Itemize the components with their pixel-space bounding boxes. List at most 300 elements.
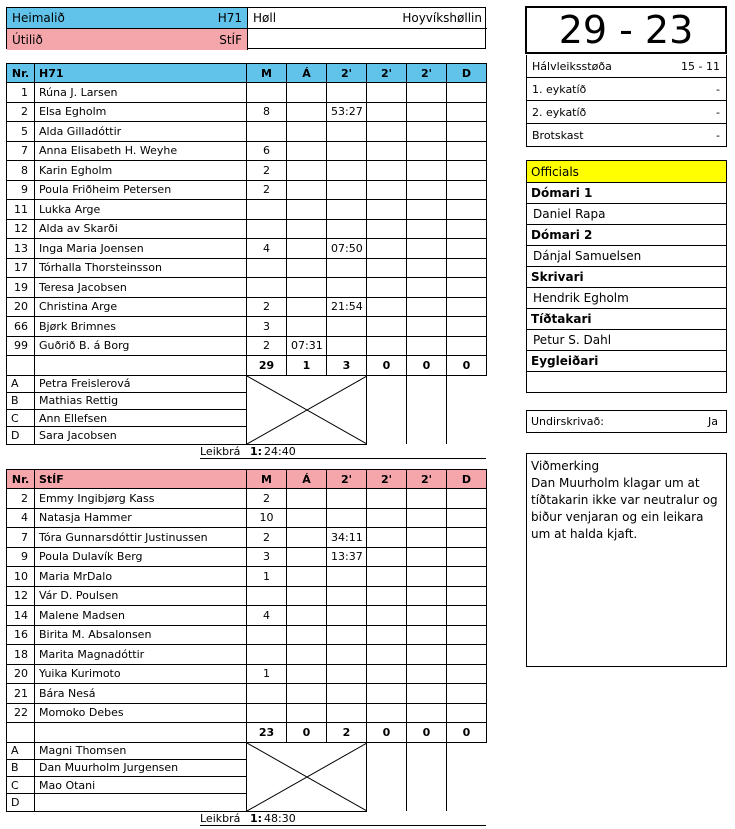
stat-t1 [327,258,367,278]
player-name: Birita M. Absalonsen [35,625,247,645]
summary-row [526,55,727,78]
player-number: 9 [7,547,35,567]
player-name: Momoko Debes [35,703,247,723]
stat-a [287,606,327,626]
stat-a [287,83,327,103]
stat-t3 [407,258,447,278]
team-official-row [7,375,487,392]
stat-t1 [327,664,367,684]
official-name: Daniel Rapa [527,203,726,224]
stat-m: 2 [247,489,287,509]
col-1: M [247,470,287,489]
player-number: 1 [7,83,35,103]
stat-t1 [327,567,367,587]
stat-m: 3 [247,547,287,567]
stat-t2 [367,645,407,665]
stat-t2 [367,317,407,337]
away-label: Útilið [12,32,43,47]
stat-t3 [407,219,447,239]
official-code: D [7,427,35,444]
player-name: Tórhalla Thorsteinsson [35,258,247,278]
totals-blank [35,356,247,376]
totals-row [7,356,487,376]
official-name: Dan Muurholm Jurgensen [35,759,247,776]
stat-d [447,278,487,298]
stat-t3 [407,528,447,548]
home-team: H71 [217,11,242,25]
summary-row [526,124,727,147]
stat-t2 [367,528,407,548]
stat-t3 [407,122,447,142]
totals-blank [7,723,35,743]
stat-m [247,278,287,298]
stat-m [247,200,287,220]
stat-m [247,258,287,278]
stat-d [447,102,487,122]
player-number: 9 [7,180,35,200]
match-header [6,7,486,49]
total-d: 0 [447,356,487,376]
col-6: D [447,64,487,83]
stat-t3 [407,586,447,606]
stat-t1 [327,83,367,103]
stat-a [287,297,327,317]
home-label: Heimalið [12,11,65,25]
summary-label: Hálvleiksstøða [532,59,612,73]
table-row [7,508,487,528]
player-number: 7 [7,141,35,161]
table-row [7,703,487,723]
stat-m: 2 [247,297,287,317]
stat-a [287,645,327,665]
total-m: 23 [247,723,287,743]
stat-t1 [327,317,367,337]
home-timeout [200,445,486,459]
stat-a [287,122,327,142]
stat-t1: 07:50 [327,239,367,259]
stat-a [287,141,327,161]
official-role: Dómari 2 [527,224,726,245]
official-role: Skrivari [527,266,726,287]
table-row [7,547,487,567]
official-name: Magni Thomsen [35,742,247,759]
stat-m: 4 [247,239,287,259]
player-number: 13 [7,239,35,259]
officials-title: Officials [527,161,726,182]
stat-m: 3 [247,317,287,337]
stat-t2 [367,161,407,181]
player-number: 4 [7,508,35,528]
stat-d [447,645,487,665]
total-m: 29 [247,356,287,376]
stat-d [447,489,487,509]
player-name: Emmy Ingibjørg Kass [35,489,247,509]
official-code: A [7,375,35,392]
stat-a [287,547,327,567]
total-t3: 0 [407,356,447,376]
away-team: StÍF [219,32,242,47]
cross-mark [247,743,367,811]
stat-m [247,703,287,723]
official-role: Eygleiðari [527,350,726,371]
col-3: 2' [327,64,367,83]
table-row [7,219,487,239]
player-name: Malene Madsen [35,606,247,626]
stat-t1: 53:27 [327,102,367,122]
official-name: Petra Freislerová [35,375,247,392]
stat-t2 [367,703,407,723]
stat-t3 [407,489,447,509]
stat-d [447,586,487,606]
player-number: 20 [7,664,35,684]
stat-m [247,586,287,606]
table-row [7,625,487,645]
stat-t3 [407,102,447,122]
stat-m: 1 [247,664,287,684]
player-name: Lukka Arge [35,200,247,220]
stat-a [287,586,327,606]
stat-t1 [327,141,367,161]
player-number: 19 [7,278,35,298]
stat-a [287,684,327,704]
stat-t2 [367,336,407,356]
col-4: 2' [367,470,407,489]
crossed-box [247,742,367,811]
table-row [7,489,487,509]
signed-value: Ja [708,415,718,428]
table-row [7,528,487,548]
official-name: Dánjal Samuelsen [527,245,726,266]
player-name: Teresa Jacobsen [35,278,247,298]
stat-t1: 13:37 [327,547,367,567]
stat-t2 [367,219,407,239]
stat-t3 [407,297,447,317]
col-2: Á [287,470,327,489]
player-number: 17 [7,258,35,278]
summary-label: 2. eykatíð [532,105,587,119]
stat-d [447,317,487,337]
total-t2: 0 [367,723,407,743]
stat-a [287,703,327,723]
official-name: Petur S. Dahl [527,329,726,350]
stat-d [447,508,487,528]
crossed-box [247,375,367,444]
stat-m: 2 [247,336,287,356]
stat-t3 [407,317,447,337]
official-code: B [7,759,35,776]
col-2: Á [287,64,327,83]
stat-m: 1 [247,567,287,587]
total-t1: 3 [327,356,367,376]
player-number: 11 [7,200,35,220]
player-name: Marita Magnadóttir [35,645,247,665]
official-role: Dómari 1 [527,182,726,203]
stat-t2 [367,489,407,509]
stat-t2 [367,547,407,567]
official-name: Ann Ellefsen [35,410,247,427]
away-timeout [200,812,486,826]
stat-t2 [367,684,407,704]
stat-a [287,258,327,278]
player-number: 14 [7,606,35,626]
summary-value: - [716,82,720,96]
player-name: Maria MrDalo [35,567,247,587]
stat-t1 [327,180,367,200]
col-nr: Nr. [7,470,35,489]
stat-a [287,239,327,259]
remark-title: Viðmerking [531,459,600,473]
table-row [7,258,487,278]
player-number: 12 [7,586,35,606]
table-row [7,606,487,626]
official-name [527,371,726,392]
venue-name: Hoyvíkshøllin [402,11,482,25]
table-header [7,470,487,489]
stat-d [447,664,487,684]
stat-t1 [327,606,367,626]
player-number: 16 [7,625,35,645]
total-a: 1 [287,356,327,376]
player-number: 21 [7,684,35,704]
away-roster-table [6,469,487,812]
stat-t2 [367,83,407,103]
stat-d [447,336,487,356]
player-name: Alda av Skarði [35,219,247,239]
stat-t2 [367,586,407,606]
stat-d [447,180,487,200]
total-t2: 0 [367,356,407,376]
stat-d [447,703,487,723]
table-row [7,645,487,665]
stat-t2 [367,258,407,278]
stat-t1 [327,684,367,704]
table-row [7,83,487,103]
table-row [7,239,487,259]
player-name: Alda Gilladóttir [35,122,247,142]
official-name: Sara Jacobsen [35,427,247,444]
stat-t2 [367,141,407,161]
table-row [7,102,487,122]
stat-m: 6 [247,141,287,161]
player-number: 12 [7,219,35,239]
stat-m [247,122,287,142]
stat-a [287,200,327,220]
stat-d [447,200,487,220]
empty-cell [407,375,447,444]
stat-d [447,684,487,704]
player-number: 2 [7,489,35,509]
timeout-time: 48:30 [264,812,296,825]
col-6: D [447,470,487,489]
stat-t3 [407,645,447,665]
col-1: M [247,64,287,83]
stat-t1: 21:54 [327,297,367,317]
team-official-row [7,742,487,759]
player-number: 66 [7,317,35,337]
stat-m: 4 [247,606,287,626]
stat-m [247,219,287,239]
official-name [35,794,247,811]
stat-d [447,567,487,587]
stat-t1 [327,161,367,181]
player-name: Anna Elisabeth H. Weyhe [35,141,247,161]
venue-label: Høll [253,11,277,25]
player-number: 99 [7,336,35,356]
official-code: B [7,392,35,409]
stat-d [447,161,487,181]
stat-t1 [327,586,367,606]
official-code: D [7,794,35,811]
stat-t1 [327,625,367,645]
table-row [7,664,487,684]
player-name: Elsa Egholm [35,102,247,122]
stat-m: 2 [247,161,287,181]
stat-t1 [327,200,367,220]
stat-t1 [327,489,367,509]
stat-d [447,297,487,317]
timeout-number: 1: [250,445,263,458]
player-name: Bára Nesá [35,684,247,704]
stat-t3 [407,180,447,200]
stat-m [247,684,287,704]
stat-m [247,645,287,665]
col-team: StÍF [35,470,247,489]
stat-t2 [367,239,407,259]
table-header [7,64,487,83]
stat-d [447,239,487,259]
stat-m [247,83,287,103]
summary-value: 15 - 11 [681,59,720,73]
empty-cell [407,742,447,811]
stat-t2 [367,297,407,317]
official-code: A [7,742,35,759]
official-name: Hendrik Egholm [527,287,726,308]
player-number: 2 [7,102,35,122]
stat-d [447,606,487,626]
stat-t2 [367,625,407,645]
stat-t1: 34:11 [327,528,367,548]
summary-row [526,101,727,124]
stat-d [447,258,487,278]
stat-t1 [327,508,367,528]
player-number: 18 [7,645,35,665]
table-row [7,684,487,704]
total-d: 0 [447,723,487,743]
stat-a [287,278,327,298]
stat-t3 [407,200,447,220]
stat-a [287,219,327,239]
stat-t1 [327,645,367,665]
col-nr: Nr. [7,64,35,83]
empty-cell [367,742,407,811]
player-name: Karin Egholm [35,161,247,181]
stat-t3 [407,703,447,723]
away-row [7,29,247,50]
player-number: 8 [7,161,35,181]
player-name: Christina Arge [35,297,247,317]
home-row [7,8,247,29]
timeout-number: 1: [250,812,263,825]
stat-t3 [407,606,447,626]
table-row [7,317,487,337]
player-name: Yuika Kurimoto [35,664,247,684]
table-row [7,122,487,142]
stat-t2 [367,606,407,626]
stat-t2 [367,664,407,684]
summary-value: - [716,105,720,119]
stat-t1 [327,336,367,356]
table-row [7,180,487,200]
summary-row [526,78,727,101]
stat-t3 [407,547,447,567]
stat-d [447,219,487,239]
stat-t3 [407,684,447,704]
stat-a [287,528,327,548]
stat-d [447,141,487,161]
player-name: Natasja Hammer [35,508,247,528]
total-a: 0 [287,723,327,743]
remark-box [526,453,727,667]
table-row [7,141,487,161]
player-number: 22 [7,703,35,723]
col-5: 2' [407,64,447,83]
stat-t3 [407,336,447,356]
stat-d [447,625,487,645]
player-name: Poula Dulavík Berg [35,547,247,567]
stat-t3 [407,508,447,528]
player-name: Rúna J. Larsen [35,83,247,103]
player-number: 5 [7,122,35,142]
stat-t2 [367,102,407,122]
table-row [7,567,487,587]
stat-a [287,317,327,337]
final-score: 29 - 23 [525,6,727,54]
stat-t2 [367,122,407,142]
signed-box [526,410,727,433]
empty-cell [367,375,407,444]
player-number: 10 [7,567,35,587]
totals-blank [7,356,35,376]
table-row [7,161,487,181]
venue-empty-row [247,29,487,50]
timeout-time: 24:40 [264,445,296,458]
stat-t3 [407,625,447,645]
stat-t2 [367,567,407,587]
cross-mark [247,376,367,444]
stat-t3 [407,141,447,161]
stat-m [247,625,287,645]
signed-label: Undirskrivað: [531,415,604,428]
stat-t3 [407,278,447,298]
stat-m: 2 [247,528,287,548]
stat-d [447,122,487,142]
col-team: H71 [35,64,247,83]
stat-t3 [407,567,447,587]
summary-value: - [716,128,720,142]
timeout-label: Leikbrá [200,812,241,825]
player-name: Tóra Gunnarsdóttir Justinussen [35,528,247,548]
stat-a [287,489,327,509]
stat-a [287,102,327,122]
player-name: Poula Friðheim Petersen [35,180,247,200]
summary-label: 1. eykatíð [532,82,587,96]
table-row [7,586,487,606]
stat-a [287,567,327,587]
stat-t1 [327,703,367,723]
player-number: 7 [7,528,35,548]
official-code: C [7,777,35,794]
col-5: 2' [407,470,447,489]
